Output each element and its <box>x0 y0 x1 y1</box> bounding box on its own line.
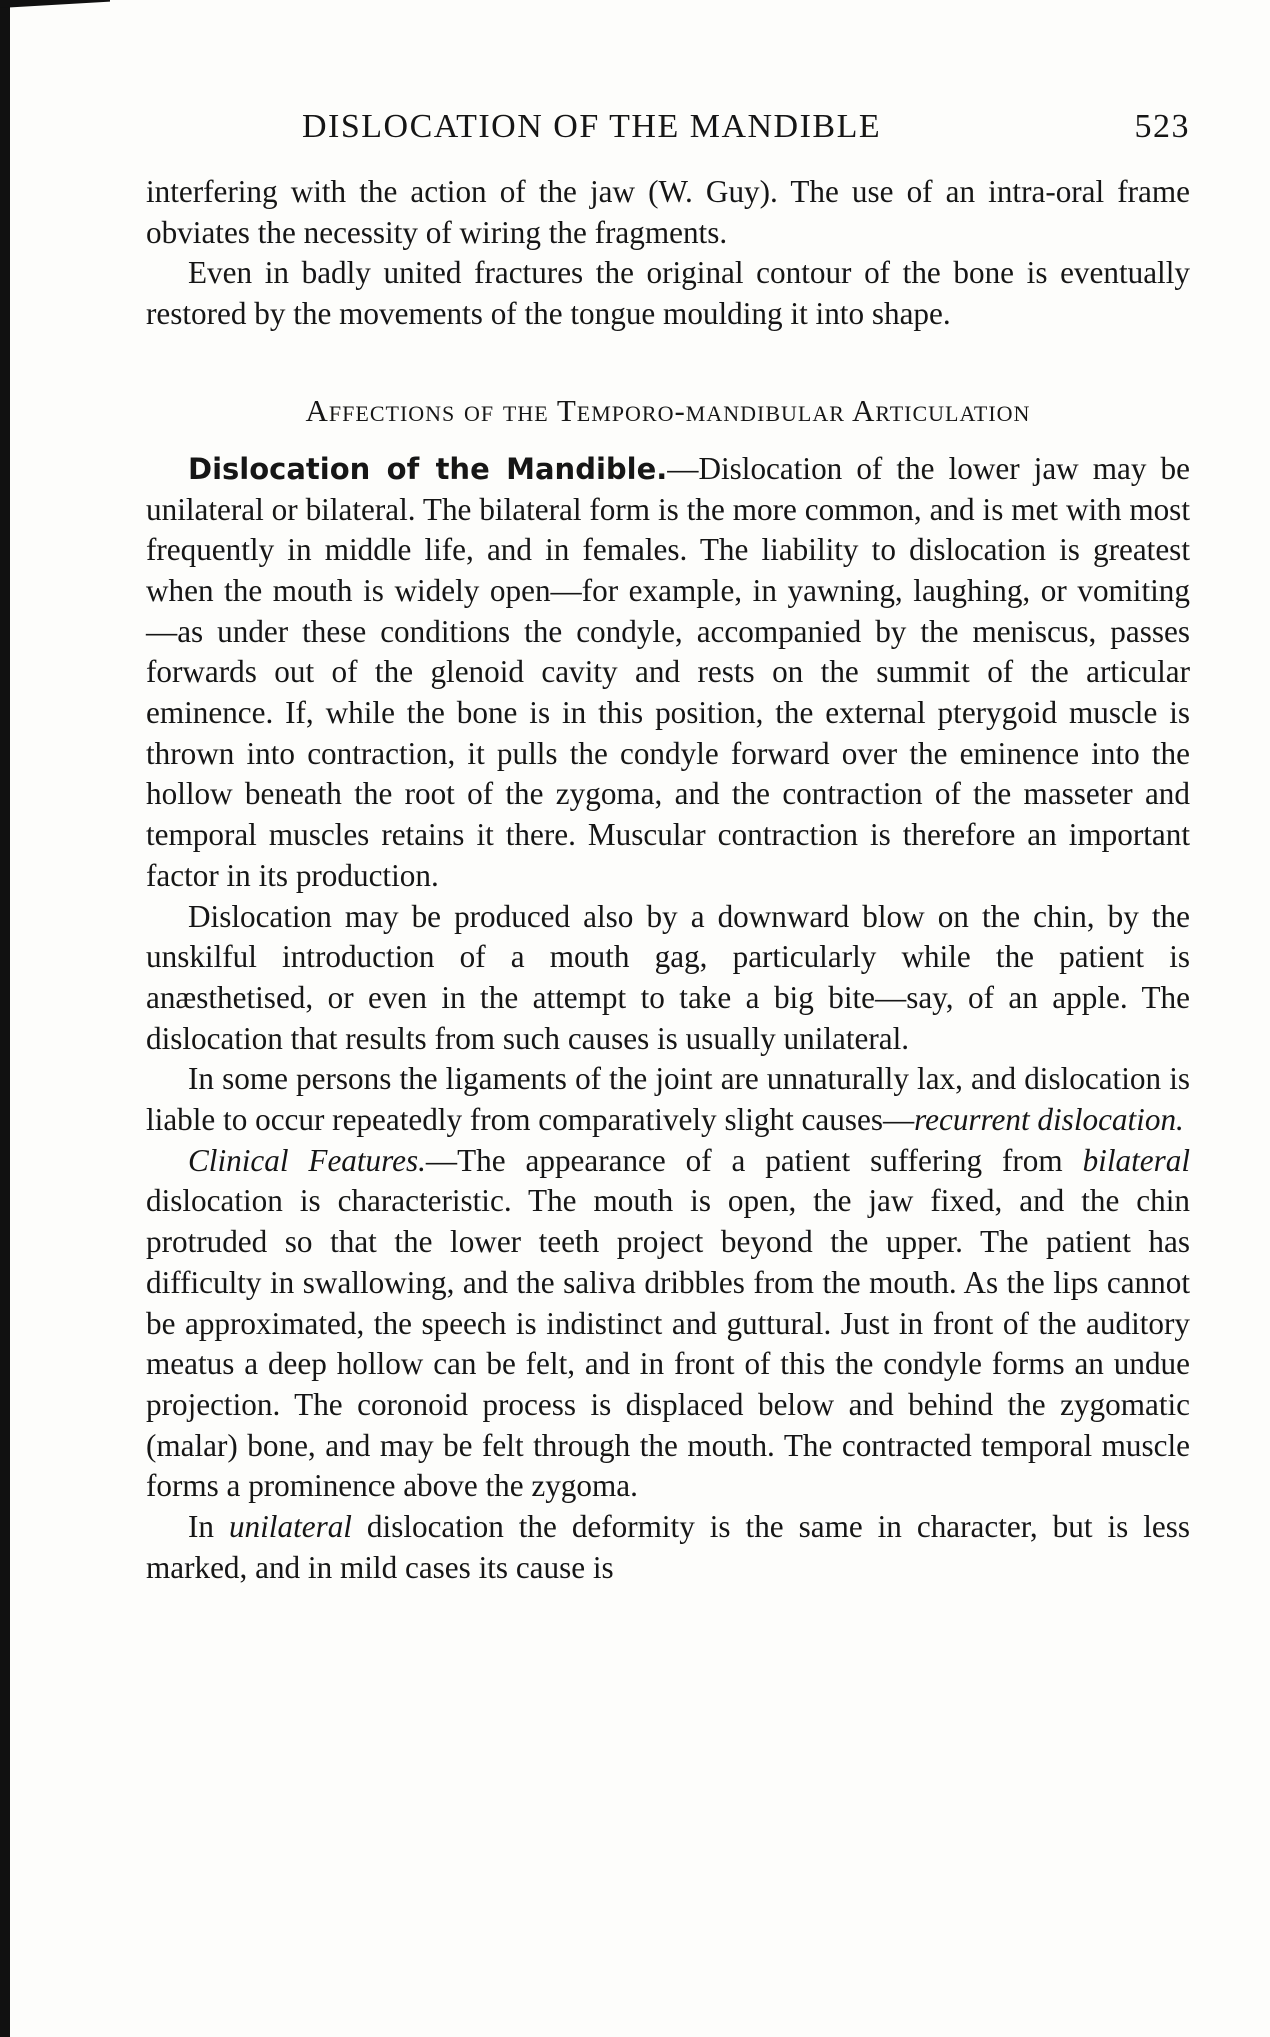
paragraph-unilateral <box>146 1507 1190 1588</box>
paragraph-clinical-features <box>146 1141 1190 1507</box>
page-binding-edge <box>0 0 10 2037</box>
page-number: 523 <box>1134 108 1190 145</box>
run-in-heading-dislocation: Dislocation of the Mandible. <box>188 451 668 486</box>
clinical-text-b: dislocation is characteristic. The mouth is open, the jaw fixed, and the chin protruded so that the lower teeth project beyond the upper. The patient has difficulty in swallowing, and the saliva dribbles from the mouth. As the lips cannot be approximated, the speech is indistinct and guttural. Just in front of the auditory meatus a deep hollow can be felt, and in front of this the condyle forms an undue projection. The coronoid process is displaced below and behind the zygomatic (malar) bone, and may be felt through the mouth. The contracted temporal muscle forms a prominence above the zygoma. <box>146 1183 1190 1504</box>
paragraph-causes: Dislocation may be produced also by a downward blow on the chin, by the unskilful introduction of a mouth gag, particularly while the patient is anæsthetised, or even in the attempt to take a big bite—say, of an apple. The dislocation that results from such causes is usually unilateral. <box>146 898 1190 1056</box>
unilateral-text-b: dislocation the deformity is the same in character, but is less marked, and in mild cases its cause is <box>146 1509 1190 1585</box>
paragraph-dislocation <box>146 449 1190 897</box>
section-heading: Affections of the Temporo-mandibular Articulation <box>305 392 1031 428</box>
term-bilateral: bilateral <box>1082 1142 1190 1178</box>
paragraph-continued: interfering with the action of the jaw (W. Guy). The use of an intra-oral frame obviates the necessity of wiring the fragments. <box>146 174 1190 250</box>
clinical-text-a: —The appearance of a patient suffering from <box>425 1142 1083 1178</box>
page-corner-mark <box>0 0 110 8</box>
book-page <box>146 100 1190 1589</box>
running-title: DISLOCATION OF THE MANDIBLE <box>302 108 882 145</box>
paragraph-recurrent-text: In some persons the ligaments of the joint are unnaturally lax, and dislocation is liable to occur repeatedly from comparatively slight causes— <box>146 1061 1190 1138</box>
term-recurrent-dislocation: recurrent dislocation. <box>914 1102 1184 1138</box>
term-unilateral: unilateral <box>228 1509 352 1545</box>
run-in-heading-clinical-features: Clinical Features. <box>188 1142 426 1178</box>
paragraph-recurrent <box>146 1059 1190 1140</box>
paragraph-dislocation-text: —Dislocation of the lower jaw may be unilateral or bilateral. The bilateral form is the more common, and is met with most frequently in middle life, and in females. The liability to dislocation is greatest when the mouth is widely open—for example, in yawning, laughing, or vomiting—as under these conditions the condyle, accompanied by the meniscus, passes forwards out of the glenoid cavity and rests on the summit of the articular eminence. If, while the bone is in this position, the external pterygoid muscle is thrown into contraction, it pulls the condyle forward over the eminence into the hollow beneath the root of the zygoma, and the contraction of the masseter and temporal muscles retains it there. Muscular contraction is therefore an important factor in its production. <box>146 450 1190 893</box>
running-header <box>146 100 1190 160</box>
paragraph-contour: Even in badly united fractures the original contour of the bone is eventually restored by the movements of the tongue moulding it into shape. <box>146 255 1190 332</box>
unilateral-text-a: In <box>188 1509 229 1545</box>
